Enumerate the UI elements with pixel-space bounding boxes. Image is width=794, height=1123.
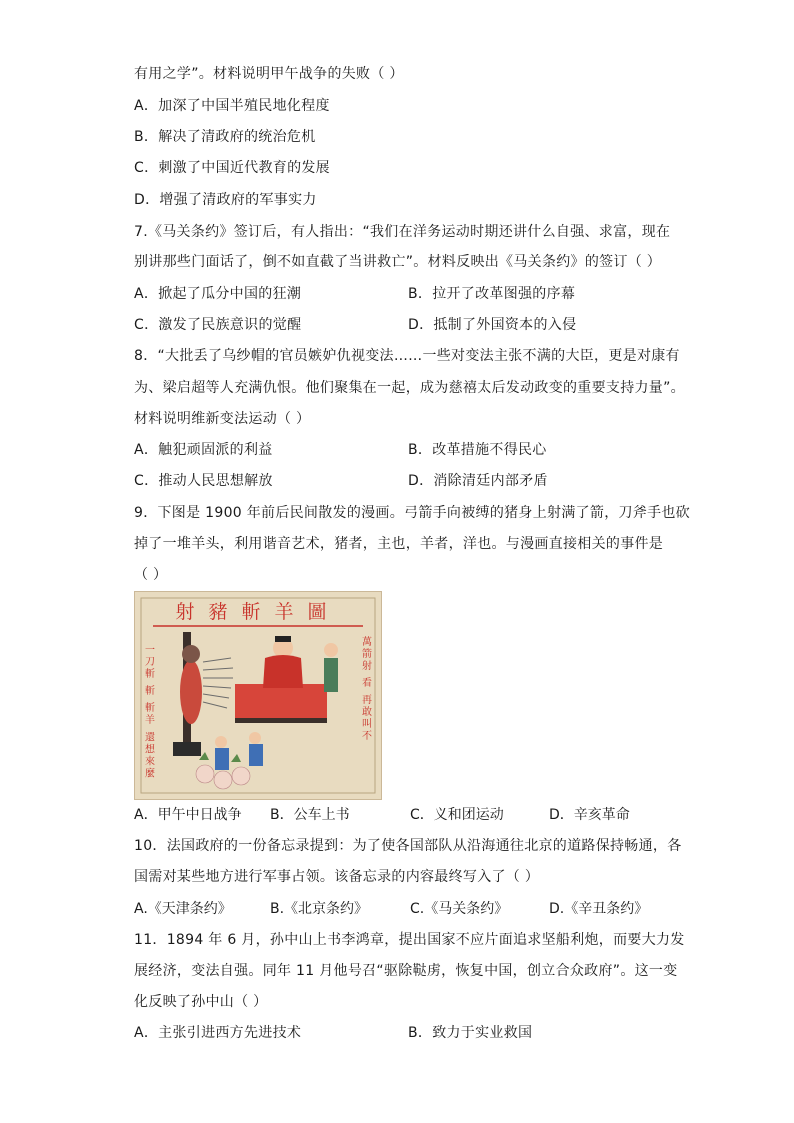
q6-option-d[interactable]: D．增强了清政府的军事实力 (134, 192, 317, 208)
q10-option-c[interactable]: C.《马关条约》 (410, 901, 509, 917)
q10-option-b[interactable]: B.《北京条约》 (270, 901, 369, 917)
q8-option-b[interactable]: B．改革措施不得民心 (408, 442, 547, 458)
q7-stem-line2: 别讲那些门面话了，倒不如直截了当讲救亡”。材料反映出《马关条约》的签订（ ） (134, 254, 662, 270)
q7-stem-line1: 7.《马关条约》签订后，有人指出：“我们在洋务运动时期还讲什么自强、求富，现在 (134, 224, 671, 240)
q11-stem-line3: 化反映了孙中山（ ） (134, 994, 268, 1010)
q7-option-a[interactable]: A．掀起了瓜分中国的狂潮 (134, 286, 302, 302)
q6-option-b[interactable]: B．解决了清政府的统治危机 (134, 129, 316, 145)
cartoon-title: 射豬斬羊圖 (175, 601, 341, 623)
q9-option-b[interactable]: B．公车上书 (270, 807, 350, 823)
cartoon-illustration (135, 592, 381, 799)
q10-option-d[interactable]: D.《辛丑条约》 (549, 901, 649, 917)
q10-option-a[interactable]: A.《天津条约》 (134, 901, 232, 917)
q9-stem-line1: 9．下图是 1900 年前后民间散发的漫画。弓箭手向被缚的猪身上射满了箭，刀斧手也砍 (134, 505, 691, 521)
q9-option-c[interactable]: C．义和团运动 (410, 807, 504, 823)
cartoon-right-text: 萬箭射 看 再敢叫不 (359, 636, 371, 743)
q8-option-c[interactable]: C．推动人民思想解放 (134, 473, 273, 489)
q6-option-a[interactable]: A．加深了中国半殖民地化程度 (134, 98, 330, 114)
q11-option-a[interactable]: A．主张引进西方先进技术 (134, 1025, 302, 1041)
q11-stem-line1: 11．1894 年 6 月，孙中山上书李鸿章，提出国家不应片面追求坚船利炮，而要大力发 (134, 932, 685, 948)
q7-option-c[interactable]: C．激发了民族意识的觉醒 (134, 317, 302, 333)
q8-stem-line1: 8．“大批丢了乌纱帽的官员嫉妒仇视变法……一些对变法主张不满的大臣，更是对康有 (134, 348, 680, 364)
q9-option-d[interactable]: D．辛亥革命 (549, 807, 630, 823)
q11-stem-line2: 展经济，变法自强。同年 11 月他号召“驱除鞑虏，恢复中国，创立合众政府”。这一变 (134, 963, 678, 979)
q9-option-a[interactable]: A．甲午中日战争 (134, 807, 242, 823)
q10-stem-line1: 10．法国政府的一份备忘录提到：为了使各国部队从沿海通往北京的道路保持畅通，各 (134, 838, 682, 854)
q11-option-b[interactable]: B．致力于实业救国 (408, 1025, 533, 1041)
q7-option-b[interactable]: B．拉开了改革图强的序幕 (408, 286, 576, 302)
q7-option-d[interactable]: D．抵制了外国资本的入侵 (408, 317, 577, 333)
q10-stem-line2: 国需对某些地方进行军事占领。该备忘录的内容最终写入了（ ） (134, 869, 540, 885)
q8-option-d[interactable]: D．消除清廷内部矛盾 (408, 473, 548, 489)
q9-stem-line3: （ ） (134, 567, 168, 583)
q6-option-c[interactable]: C．刺激了中国近代教育的发展 (134, 160, 330, 176)
q9-cartoon-image (134, 591, 382, 800)
q9-stem-line2: 掉了一堆羊头，利用谐音艺术，猪者，主也，羊者，洋也。与漫画直接相关的事件是 (134, 536, 664, 552)
cartoon-left-text: 一刀斬 斬 斬羊 還想來麼 (142, 644, 154, 780)
q8-stem-line3: 材料说明维新变法运动（ ） (134, 411, 311, 427)
q8-option-a[interactable]: A．触犯顽固派的利益 (134, 442, 273, 458)
q8-stem-line2: 为、梁启超等人充满仇恨。他们聚集在一起，成为慈禧太后发动政变的重要支持力量”。 (134, 380, 685, 396)
q6-stem: 有用之学”。材料说明甲午战争的失败（ ） (134, 66, 404, 82)
